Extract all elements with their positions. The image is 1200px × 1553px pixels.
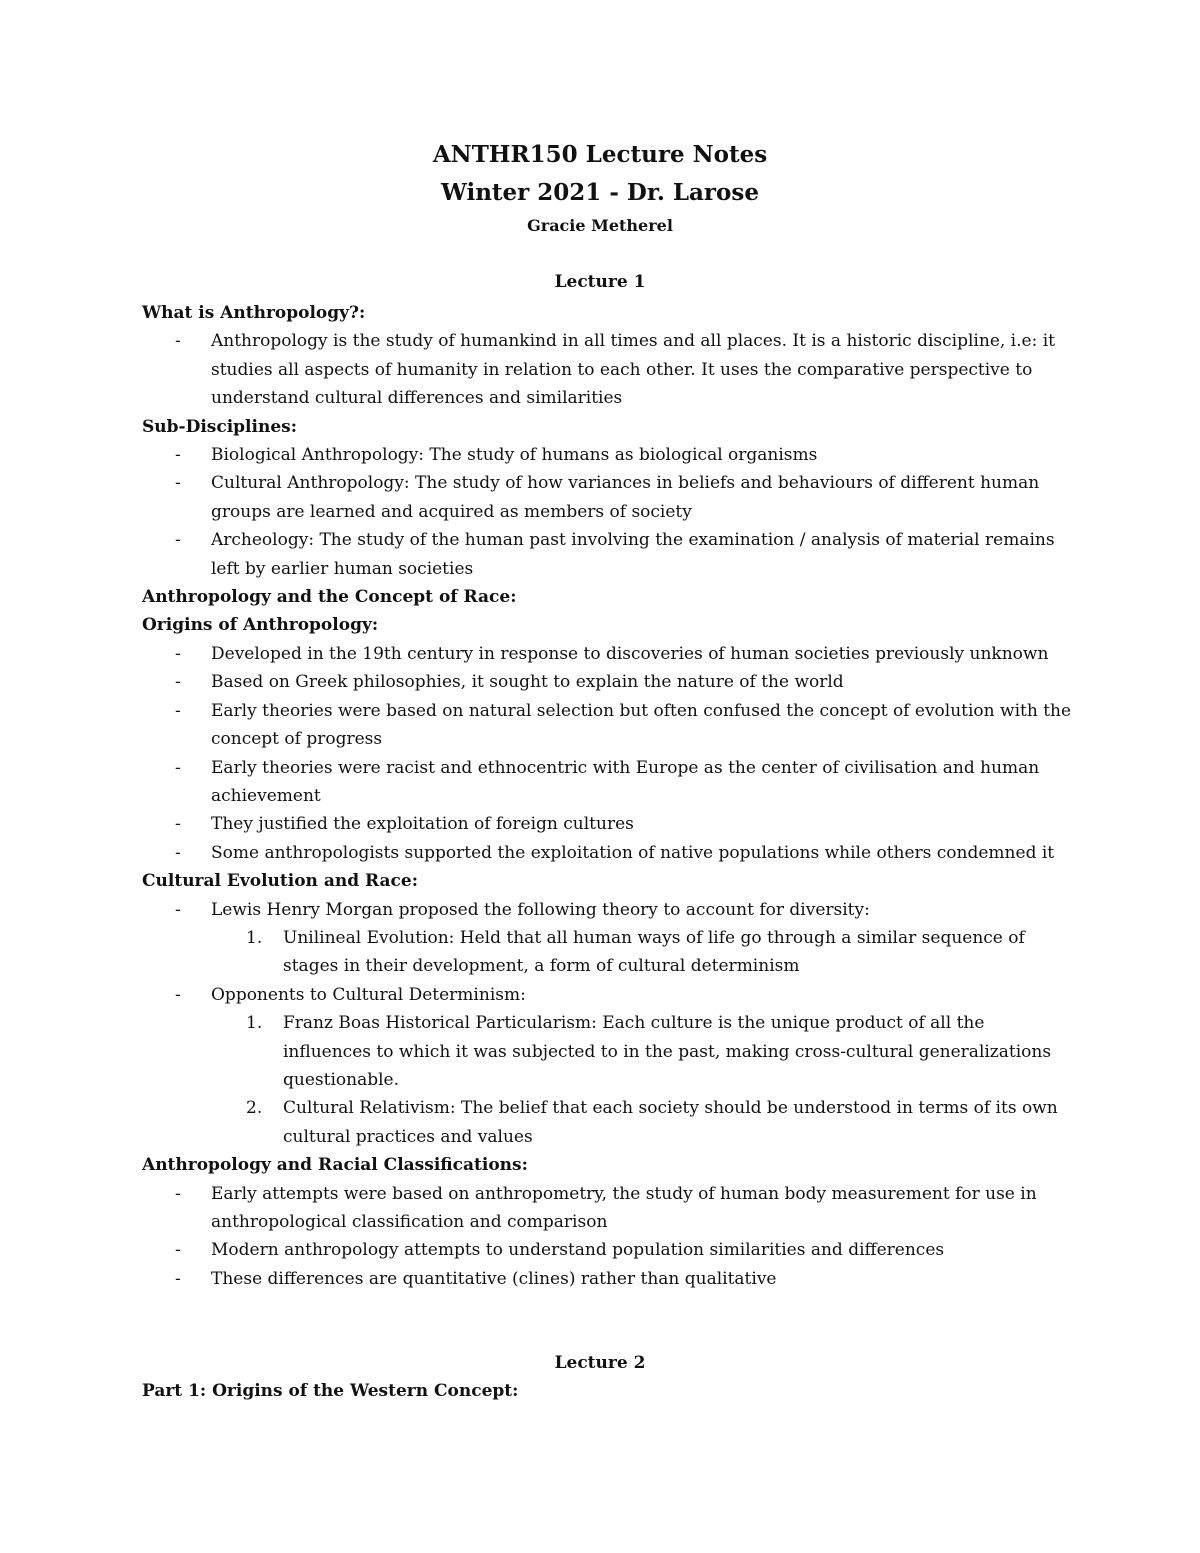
- bullet-dash: -: [175, 672, 181, 693]
- list-item: - Based on Greek philosophies, it sought to explain the nature of the world: [142, 668, 1072, 696]
- bullet-dash: -: [175, 1268, 181, 1289]
- numbered-sub-item: 1. Franz Boas Historical Particularism: Each culture is the unique product of all the influences to which it was subjected to in the past, making cross-cultural generalizations questionable.: [142, 1009, 1072, 1094]
- document-term: Winter 2021 - Dr. Larose: [441, 179, 759, 206]
- numbered-sub-item: 1. Unilineal Evolution: Held that all human ways of life go through a similar sequence of stages in their development, a form of cultural determinism: [142, 924, 1072, 981]
- bullet-dash: -: [175, 984, 181, 1005]
- list-item: - Anthropology is the study of humankind in all times and all places. It is a historic discipline, i.e: it studies all aspects of humanity in relation to each other. It uses the comparative perspective to understand cultural differences and similarities: [142, 327, 1072, 412]
- lecture-1-heading: Lecture 1: [554, 272, 646, 292]
- section-heading-cultural-evolution: Cultural Evolution and Race:: [142, 871, 418, 892]
- section-heading-sub-disciplines: Sub-Disciplines:: [142, 416, 297, 437]
- bullet-dash: -: [175, 473, 181, 494]
- sub-item-number: 1.: [246, 1013, 263, 1034]
- list-item: - These differences are quantitative (clines) rather than qualitative: [142, 1265, 1072, 1293]
- numbered-sub-item: 2. Cultural Relativism: The belief that each society should be understood in terms of its own cultural practices and values: [142, 1094, 1072, 1151]
- list-item: - Cultural Anthropology: The study of how variances in beliefs and behaviours of different human groups are learned and acquired as members of society: [142, 469, 1072, 526]
- list-item: - Early theories were racist and ethnocentric with Europe as the center of civilisation and human achievement: [142, 754, 1072, 811]
- sub-item-number: 1.: [246, 927, 263, 948]
- bullet-dash: -: [175, 814, 181, 835]
- document-author: Gracie Metherel: [527, 216, 673, 235]
- section-heading-what-is-anthropology: What is Anthropology?:: [142, 303, 366, 323]
- list-item: - Modern anthropology attempts to understand population similarities and differences: [142, 1236, 1072, 1264]
- list-item: - They justified the exploitation of foreign cultures: [142, 810, 1072, 838]
- bullet-dash: -: [175, 899, 181, 920]
- bullet-dash: -: [175, 842, 181, 863]
- bullet-dash: -: [175, 445, 181, 466]
- list-item: - Early theories were based on natural selection but often confused the concept of evolution with the concept of progress: [142, 697, 1072, 754]
- bullet-dash: -: [175, 1240, 181, 1261]
- lecture-2-heading: Lecture 2: [554, 1353, 646, 1373]
- section-heading-concept-of-race: Anthropology and the Concept of Race:: [142, 587, 517, 608]
- bullet-dash: -: [175, 643, 181, 664]
- list-item: - Developed in the 19th century in response to discoveries of human societies previously unknown: [142, 640, 1072, 668]
- bullet-dash: -: [175, 700, 181, 721]
- bullet-dash: -: [175, 530, 181, 551]
- section-heading-part-1: Part 1: Origins of the Western Concept:: [142, 1381, 519, 1401]
- bullet-dash: -: [175, 757, 181, 778]
- lecture-1-body: [142, 299, 1072, 1293]
- list-item: - Opponents to Cultural Determinism:: [142, 981, 1072, 1009]
- list-item: - Biological Anthropology: The study of humans as biological organisms: [142, 441, 1072, 469]
- document-title: ANTHR150 Lecture Notes: [432, 141, 768, 168]
- list-item: - Some anthropologists supported the exploitation of native populations while others condemned it: [142, 839, 1072, 867]
- section-heading-racial-classifications: Anthropology and Racial Classifications:: [142, 1155, 528, 1176]
- list-item: - Early attempts were based on anthropometry, the study of human body measurement for use in anthropological classification and comparison: [142, 1180, 1072, 1237]
- list-item: - Archeology: The study of the human past involving the examination / analysis of material remains left by earlier human societies: [142, 526, 1072, 583]
- section-heading-origins: Origins of Anthropology:: [142, 615, 379, 636]
- bullet-dash: -: [175, 331, 181, 352]
- bullet-dash: -: [175, 1183, 181, 1204]
- sub-item-number: 2.: [246, 1098, 263, 1119]
- list-item: - Lewis Henry Morgan proposed the following theory to account for diversity:: [142, 896, 1072, 924]
